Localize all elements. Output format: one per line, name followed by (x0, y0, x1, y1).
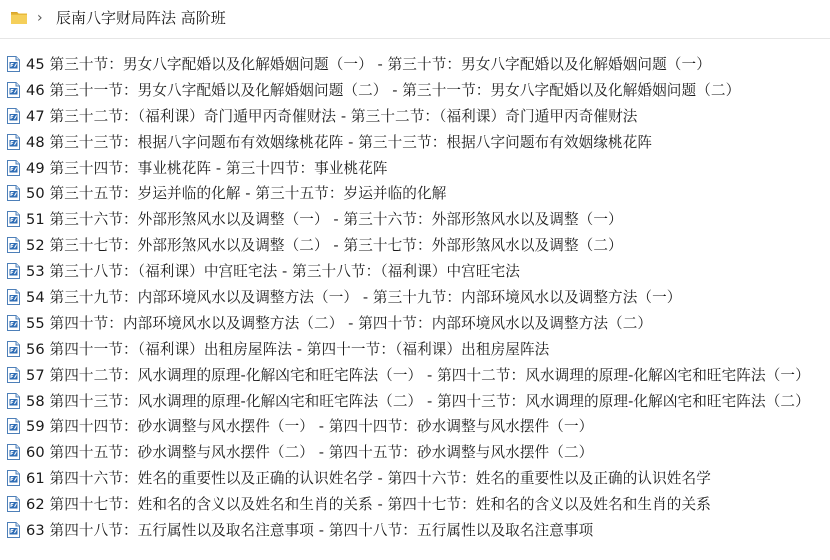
file-row[interactable] (0, 130, 830, 156)
file-name: 52 第三十七节：外部形煞风水以及调整（二） - 第三十七节：外部形煞风水以及调整（二） (26, 237, 623, 255)
video-file-icon (7, 108, 20, 124)
file-name: 45 第三十节：男女八字配婚以及化解婚姻问题（一） - 第三十节：男女八字配婚以及化解婚姻问题（一） (26, 56, 711, 73)
file-row[interactable] (0, 440, 830, 466)
video-file-icon (7, 289, 20, 305)
file-name: 49 第三十四节：事业桃花阵 - 第三十四节：事业桃花阵 (26, 159, 388, 177)
file-name: 58 第四十三节：风水调理的原理-化解凶宅和旺宅阵法（二） - 第四十三节：风水调理的原理-化解凶宅和旺宅阵法（二） (26, 392, 810, 410)
video-file-icon (7, 315, 20, 331)
file-row[interactable] (0, 285, 830, 311)
file-row[interactable] (0, 207, 830, 233)
video-file-icon (7, 470, 20, 486)
video-file-icon (7, 367, 20, 383)
file-row[interactable] (0, 363, 830, 389)
file-list (0, 52, 830, 544)
video-file-icon (7, 341, 20, 357)
video-file-icon (7, 393, 20, 409)
file-row[interactable] (0, 414, 830, 440)
file-name: 60 第四十五节：砂水调整与风水摆件（二） - 第四十五节：砂水调整与风水摆件（二） (26, 444, 594, 462)
video-file-icon (7, 444, 20, 460)
file-row[interactable] (0, 389, 830, 415)
file-name: 53 第三十八节：（福利课）中宫旺宅法 - 第三十八节：（福利课）中宫旺宅法 (26, 263, 520, 281)
file-row[interactable] (0, 259, 830, 285)
file-name: 61 第四十六节：姓名的重要性以及正确的认识姓名学 - 第四十六节：姓名的重要性以及正确的认识姓名学 (26, 470, 711, 488)
file-name: 54 第三十九节：内部环境风水以及调整方法（一） - 第三十九节：内部环境风水以及调整方法（一） (26, 289, 682, 307)
file-row[interactable] (0, 52, 830, 78)
file-row[interactable] (0, 181, 830, 207)
breadcrumb[interactable] (0, 0, 830, 39)
video-file-icon (7, 211, 20, 227)
video-file-icon (7, 263, 20, 279)
file-name: 55 第四十节：内部环境风水以及调整方法（二） - 第四十节：内部环境风水以及调整方法（二） (26, 314, 653, 332)
file-row[interactable] (0, 466, 830, 492)
folder-icon (10, 9, 28, 25)
file-row[interactable] (0, 104, 830, 130)
file-row[interactable] (0, 518, 830, 544)
video-file-icon (7, 185, 20, 201)
file-name: 63 第四十八节：五行属性以及取名注意事项 - 第四十八节：五行属性以及取名注意事项 (26, 522, 594, 540)
breadcrumb-folder-name[interactable]: 辰南八字财局阵法 高阶班 (56, 9, 226, 27)
file-name: 62 第四十七节：姓和名的含义以及姓名和生肖的关系 - 第四十七节：姓和名的含义以及姓名和生肖的关系 (26, 496, 711, 514)
file-name: 56 第四十一节：（福利课）出租房屋阵法 - 第四十一节：（福利课）出租房屋阵法 (26, 340, 550, 358)
video-file-icon (7, 160, 20, 176)
file-name: 46 第三十一节：男女八字配婚以及化解婚姻问题（二） - 第三十一节：男女八字配婚以及化解婚姻问题（二） (26, 81, 741, 99)
video-file-icon (7, 237, 20, 253)
video-file-icon (7, 418, 20, 434)
file-name: 51 第三十六节：外部形煞风水以及调整（一） - 第三十六节：外部形煞风水以及调整（一） (26, 211, 623, 229)
file-name: 50 第三十五节：岁运并临的化解 - 第三十五节：岁运并临的化解 (26, 185, 447, 203)
video-file-icon (7, 134, 20, 150)
file-row[interactable] (0, 492, 830, 518)
file-name: 57 第四十二节：风水调理的原理-化解凶宅和旺宅阵法（一） - 第四十二节：风水调理的原理-化解凶宅和旺宅阵法（一） (26, 366, 810, 384)
video-file-icon (7, 82, 20, 98)
file-name: 59 第四十四节：砂水调整与风水摆件（一） - 第四十四节：砂水调整与风水摆件（一） (26, 418, 594, 436)
video-file-icon (7, 56, 20, 72)
file-name: 48 第三十三节：根据八字问题布有效姻缘桃花阵 - 第三十三节：根据八字问题布有效姻缘桃花阵 (26, 133, 653, 151)
file-name: 47 第三十二节：（福利课）奇门遁甲丙奇催财法 - 第三十二节：（福利课）奇门遁甲丙奇催财法 (26, 107, 638, 125)
video-file-icon (7, 522, 20, 538)
file-row[interactable] (0, 311, 830, 337)
file-row[interactable] (0, 78, 830, 104)
file-row[interactable] (0, 233, 830, 259)
chevron-right-icon[interactable]: › (37, 10, 43, 26)
file-row[interactable] (0, 156, 830, 182)
file-row[interactable] (0, 337, 830, 363)
video-file-icon (7, 496, 20, 512)
